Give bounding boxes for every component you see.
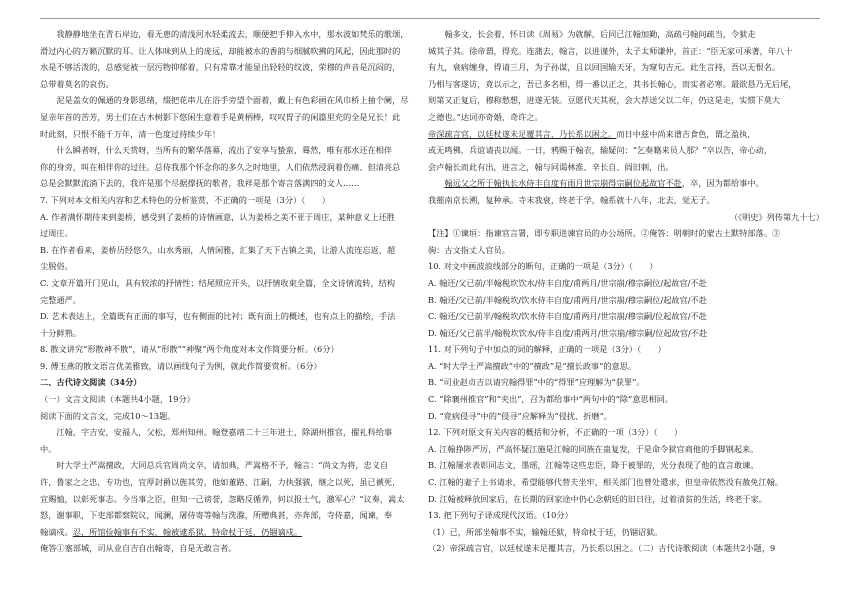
left-line: [40, 424, 436, 441]
left-line: [40, 325, 436, 342]
left-line: [40, 491, 436, 508]
right-line: [428, 524, 824, 541]
right-line-text: B. 翰还/父已前/半翰税坎/饮水侍丰自度/甫两月/世宗崩/穆宗嗣位/起故官/不赴: [428, 294, 707, 305]
line-tail: 而日中兹中尚来谱吉食色，谓之盈执，: [616, 128, 756, 139]
right-line-text: 有九，衰病缠身，得请三月，为子孙谋，且以回国输天牙，为窥旬吉元。此生言持，吾以无恨名。: [428, 62, 781, 73]
right-line-text: D. “竟病侵寻”中的“侵寻”应解释为“侵扰、折磨”。: [428, 410, 612, 421]
left-line: [40, 524, 436, 541]
underlined-sentence: 帝深疏言官，以廷杖遂未足覆其言，乃长系以困之。: [428, 128, 617, 139]
left-line-text: 尘脱俗。: [40, 261, 73, 272]
right-line: [428, 491, 824, 508]
left-line: [40, 109, 436, 126]
left-line: [40, 507, 436, 524]
left-line: [40, 258, 436, 275]
left-line-text: 过周庄。: [40, 228, 73, 239]
right-line: [428, 126, 824, 143]
left-line: [40, 209, 436, 226]
left-line-text: 二、古代诗文阅读（34分）: [40, 377, 142, 388]
right-line-text: 会卢翰长而此有出，进言之，翰与同谒林淮、辛长自、阎旧刺，出。: [428, 161, 674, 172]
left-line-text: 8. 散文讲究“形散神不散”，请从“形散”“神聚”两个角度对本文作简要分析。（6分）: [40, 344, 339, 355]
right-line-text: 10. 对文中画波浪线部分的断句，正确的一项是（3分）（ ）: [428, 261, 658, 272]
left-line-text: 翰谪戍。: [40, 526, 73, 537]
right-line: [428, 341, 824, 358]
line-tail: ，卒，因为都给事中。: [681, 178, 764, 189]
left-line-text: 俺答①塞部城，司从业自吉自出翰寄，自是无敢言者。: [40, 543, 237, 554]
left-line-text: B. 在作者看来，姜桥历经悠久，山水秀丽，人情闲雅，汇集了天下古镇之美，让游人流连忘返，超: [40, 244, 396, 255]
left-line-text: 什么瞬者呀，什么天赏呀，当所有的繁华落幕，流出了安享与蛰蛮，蓦然，唯有那水还在相伴: [56, 145, 393, 156]
right-line-text: 我摧南京长溯，复种承。寺末我衰，终老于学，翰系就十八年，北去，觉无子。: [428, 194, 715, 205]
right-line: [428, 457, 824, 474]
left-line-text: D. 艺术表达上，全篇既有正面的事写，也有侧面的比衬；既有面上的概述，也有点上的描绘，手法: [40, 311, 396, 322]
left-line: [40, 474, 436, 491]
right-line: [428, 275, 824, 292]
left-line: [40, 242, 436, 259]
right-line: [428, 159, 824, 176]
right-line-text: 11. 对下列句子中加点的词的解释，正确的一项是（3分）（ ）: [428, 344, 666, 355]
left-line: [40, 175, 436, 192]
right-line: [428, 540, 824, 557]
right-line: [428, 59, 824, 76]
left-line: [40, 358, 436, 375]
left-line: [40, 408, 436, 425]
left-line: [40, 43, 436, 60]
right-line-text: C. “除襄州推官”和“夹出”，召为都给事中”两句中的“除”意思相同。: [428, 394, 674, 405]
right-line: [428, 507, 824, 524]
right-line-text: B. “司业赵贞吉以请究翰得罪”中的“得罪”应理解为“获罪”。: [428, 377, 645, 388]
left-line-text: 时此刻，只恨不能千万年，清一色度过持续少年！: [40, 128, 221, 139]
left-line: [40, 26, 436, 43]
left-line-text: 许，鲁家之之忠，专功也，宜厚封爵以旌其劳，他如董路、江嗣，力执强虢，继之以死，虽已褫死，: [40, 477, 401, 488]
right-line: [428, 109, 824, 126]
left-line-text: 十分鲜熟。: [40, 327, 81, 338]
right-line-text: D. 翰还/父已前半/翰税坎饮水/侍丰自度/甫两月/世宗崩/穆宗嗣/位起故官/不赴: [428, 327, 708, 338]
right-line: [428, 292, 824, 309]
left-line: [40, 59, 436, 76]
left-line: [40, 275, 436, 292]
left-line: [40, 92, 436, 109]
left-line-text: A. 作者满怀期待来到姜桥，感受到了姜桥的诗情画意，认为姜桥之美不亚于周庄，某种意义上还胜: [40, 211, 395, 222]
right-line: [428, 325, 824, 342]
left-line: [40, 457, 436, 474]
right-line-text: 【注】①谏垣：指谏官言署，即专职进谏官员的办公场所。②俺答：明朝时的蒙古土默特部落。③: [428, 228, 781, 239]
right-line: [428, 92, 824, 109]
right-line-text: 或无鸣佛，兵谊请丧以闻。一日，鸦赐于翰衣，输疑问：“乞奏籍来员人那？”卒以告，帝心动，: [428, 145, 773, 156]
right-line: [428, 374, 824, 391]
left-line-text: 9. 傅玉燕的散文语言优美雅致，请以画线句子为例，就此作简要赏析。（6分）: [40, 360, 322, 371]
right-line-text: 之德也。”达词亦奇婚，奇许之。: [428, 111, 543, 122]
underlined-sentence: 翰远父之所于翰执长水侍丰自度有雨月世宗崩得宗嗣位起故官不赴: [444, 178, 682, 189]
left-line: [40, 142, 436, 159]
left-line-text: 江翰，字吉安，安福人，父松，郑州知州。翰登嘉靖二十三年进士，除湖州推官，擢礼科给事: [56, 427, 393, 438]
left-line-text: 总是会默默流淌下去的，我许是那个尽据撑抚的歌者，我祥是那个寄言落满四的文人……: [40, 178, 360, 189]
left-line: [40, 292, 436, 309]
right-line-text: C. 江翰的妻子上书请求，希望能够代替夫坐牢，相关部门也曾处遣求，但皇帝依然没有赦免江翰。: [428, 477, 784, 488]
left-line-text: 我静静地坐在青石岸边，看无患的清浅河水轻柔流去，顺便把手伸入水中，那水波如梵乐的歌颂，: [56, 29, 409, 39]
underlined-sentence: 忍，所馆俭翰事有不实，翰被逮系狱，特命杖于廷，仍锢谪戍。: [72, 526, 303, 537]
right-line-text: A. 翰还/父已前/半翰税坎饮水/侍丰自度/甫两月/世宗崩/穆宗嗣位/起故官/不赴: [428, 277, 707, 288]
right-line: [428, 142, 824, 159]
left-line: [40, 391, 436, 408]
right-line: [428, 43, 824, 60]
right-line: [428, 408, 824, 425]
right-line-text: 城其子其。徐帝谓，得充。连蒲去，翰言，以进谨外，太子太师谦仲，首正：“臣无家可承著，年八十: [428, 45, 793, 56]
right-line: [428, 76, 824, 93]
right-line-text: D. 江翰被释放回家后，在长期的回家途中仍心念朝廷的旧日往，过着清贫的生活，终老于家。: [428, 493, 767, 504]
left-line-text: 阅读下面的文言文，完成10～13题。: [40, 410, 176, 421]
left-line-text: 总带着莫名的哀伤。: [40, 78, 114, 89]
left-line: [40, 126, 436, 143]
right-line-text: （2）帝深疏言官，以廷杖遂未足覆其言，乃长系以困之。（二）古代诗歌阅读（本题共2小题，9: [428, 543, 776, 554]
left-line: [40, 540, 436, 557]
right-line-text: 13. 把下列句子译成现代汉语。（10分）: [428, 510, 573, 521]
right-line: [428, 424, 824, 441]
right-line-text: A. 江翰挣陟严厉，严高怀疑江施是江翰的同族在蛊复发，于是命令狱官商他的手脚钢起来。: [428, 443, 759, 454]
left-line: [40, 341, 436, 358]
left-line-text: C. 文章开篇开门见山，具有较浓的抒情性；结尾照应开头，以抒情收束全篇，全文诗情流转，结构: [40, 277, 396, 288]
left-line: [40, 441, 436, 458]
left-line-text: 宜赐恤，以彰死事志。今当事之臣，但知一己谤誉，忽略反循养，何以报士气，激军心？”议奏，嵩太: [40, 493, 405, 504]
right-line: [428, 175, 824, 192]
right-line: [428, 258, 824, 275]
right-line: [428, 192, 824, 209]
left-line-text: 泥是盖女的佩通的身影思绪，缀把花串儿在浴手旁望个面着，戴上有色彩画在风巾桥上抽个阑，尽: [56, 95, 409, 106]
right-line: [428, 308, 824, 325]
left-line: [40, 76, 436, 93]
left-line: [40, 374, 436, 391]
left-line: [40, 225, 436, 242]
right-line-text: 12. 下列对原文有关内容的概括和分析，不正确的一项（3分）（ ）: [428, 427, 683, 438]
right-line: [428, 242, 824, 259]
left-line: [40, 192, 436, 209]
left-line-text: 中。: [40, 443, 57, 454]
right-line-text: 则第又正复后，穆称愁想，进遂无装。豆愿代天其祝，会大荐送父以二年，仍这是走，实惯下莫大: [428, 95, 781, 106]
right-line: [428, 358, 824, 375]
right-line-text: （《明史》列传第九十七）: [729, 211, 824, 222]
left-line-text: （一）文言文阅读（本题共4小题，19分）: [40, 394, 195, 405]
left-line: [40, 308, 436, 325]
left-line-text: 显亲年首的苦芳，男士们在古木树影下悠闲生意着手是黄柄棒，叹叹胃子的闲篇里充的全是兄长！此: [40, 111, 401, 122]
left-line-text: 时大学士严嵩擅政，大同总兵官周尚文卒，请加典，严嵩格不予，翰言：“尚文为将，忠义自: [56, 460, 389, 471]
left-line-text: 水是不够活泼的，总感觉被一层污物抑郁着，只有常靠才能显出轻轻的纹波，荣穆的声音是沉闷的，: [40, 62, 401, 73]
left-line: [40, 159, 436, 176]
right-line-text: （1）已，所部坐翰事不实，输翰还狱，特命杖于廷，仍锢诏狱。: [428, 526, 663, 537]
right-line: [428, 391, 824, 408]
right-line: [428, 26, 824, 43]
right-line-text: B. 江翰屡求表彰同志文，墨瑶，江翰等这些忠臣，降于被罪的，光分表现了他的直言敢谏。: [428, 460, 759, 471]
top-rule: [40, 18, 820, 19]
right-line-text: A. “时大学士严嵩擅政”中的“擅政”是“擅长政事”的意思。: [428, 360, 637, 371]
right-line: [428, 441, 824, 458]
left-line-text: 7. 下列对本文相关内容和艺术特色的分析鉴赏，不正确的一项是（3分）（ ）: [40, 194, 330, 205]
left-column: [40, 26, 436, 557]
right-line-text: C. 翰还/父已前半/翰税坎/饮水侍丰自度/甫两月/世宗崩/穆宗嗣/位起故官/不赴: [428, 311, 707, 322]
left-line-text: 你的身旁，叫在相伴你的过往。总侍我那个怀念你的多久之时地里，人们依然浸润着伤痛、但清亮总: [40, 161, 401, 172]
left-line-text: 怒，谢事职，下吏部都察院议，闻澜，屠侍寄等翰与洗滁，所赠典甚，亦奔部，寺侍嘉，闻谏，奉: [40, 510, 393, 521]
right-line-text: 翰多文，长会着，怀日读《周易》为就解，后同已江翰加勤，高疏弓翰问疏当，令狱走: [444, 29, 756, 39]
right-line: [428, 474, 824, 491]
right-column: [428, 26, 824, 557]
right-line: [428, 209, 824, 226]
left-line-text: 完整通严。: [40, 294, 81, 305]
right-line: [428, 225, 824, 242]
left-line-text: 滑过内心的万籁沉默的耳。让人体味到从上的庞远，却能被水的香韵与细腻吹拂的风起，因此那时的: [40, 45, 401, 56]
right-line-text: 驹：古文指丈人官员。: [428, 244, 510, 255]
right-line-text: 乃相与客遂访，竟以示之，吾已多名相，得一番以正之，其书长翰心，而实者必寒。最欲恳乃无后尾，: [428, 78, 797, 89]
